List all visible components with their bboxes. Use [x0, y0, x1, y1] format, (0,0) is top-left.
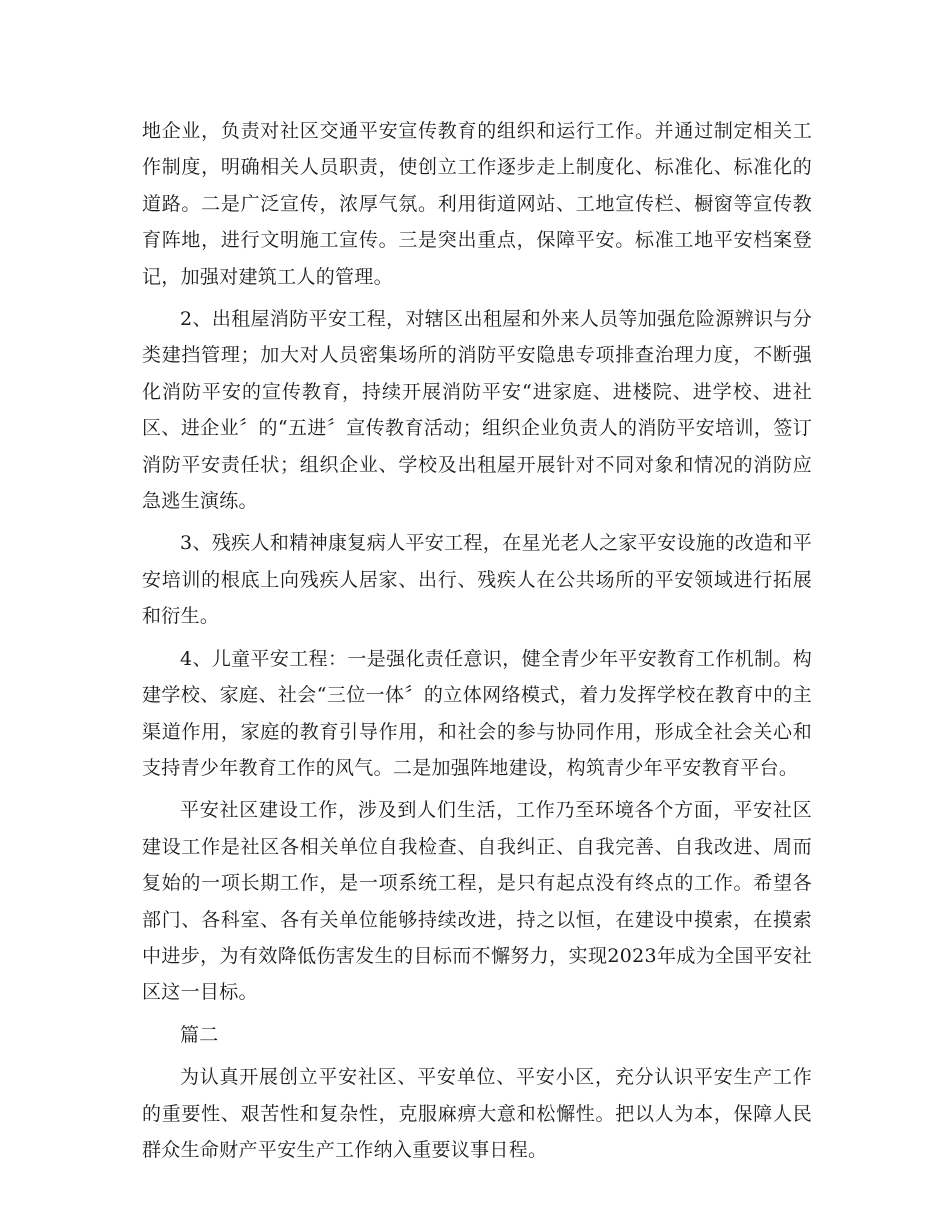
- paragraph-rental-fire-safety: 2、出租屋消防平安工程，对辖区出租屋和外来人员等加强危险源辨识与分类建挡管理；加大对人员密集场所的消防平安隐患专项排查治理力度，不断强化消防平安的宣传教育，持续开展消防平安“进家庭、进楼院、进学校、进社区、进企业〞的“五进〞宣传教育活动；组织企业负责人的消防平安培训，签订消防平安责任状；组织企业、学校及出租屋开展针对不同对象和情况的消防应急逃生演练。: [142, 308, 812, 513]
- section-heading: 篇二: [180, 1023, 219, 1046]
- paragraph-summary: 平安社区建设工作，涉及到人们生活，工作乃至环境各个方面，平安社区建设工作是社区各相关单位自我检查、自我纠正、自我完善、自我改进、周而复始的一项长期工作，是一项系统工程，是只有起点没有终点的工作。希望各部门、各科室、各有关单位能够持续改进，持之以恒，在建设中摸索，在摸索中进步，为有效降低伤害发生的目标而不懈努力，实现2023年成为全国平安社区这一目标。: [142, 799, 812, 1004]
- paragraph-section-two: 为认真开展创立平安社区、平安单位、平安小区，充分认识平安生产工作的重要性、艰苦性和复杂性，克服麻痹大意和松懈性。把以人为本，保障人民群众生命财产平安生产工作纳入重要议事日程。: [142, 1066, 812, 1161]
- paragraph-disabled-safety: 3、残疾人和精神康复病人平安工程，在星光老人之家平安设施的改造和平安培训的根底上向残疾人居家、出行、残疾人在公共场所的平安领域进行拓展和衍生。: [142, 532, 812, 628]
- document-body: [142, 113, 812, 1174]
- paragraph-child-safety: 4、儿童平安工程：一是强化责任意识，健全青少年平安教育工作机制。构建学校、家庭、社会“三位一体〞的立体网络模式，着力发挥学校在教育中的主渠道作用，家庭的教育引导作用，和社会的参与协同作用，形成全社会关心和支持青少年教育工作的风气。二是加强阵地建设，构筑青少年平安教育平台。: [142, 647, 812, 779]
- paragraph-continuation: 地企业，负责对社区交通平安宣传教育的组织和运行工作。并通过制定相关工作制度，明确相关人员职责，使创立工作逐步走上制度化、标准化、标准化的道路。二是广泛宣传，浓厚气氛。利用街道网站、工地宣传栏、橱窗等宣传教育阵地，进行文明施工宣传。三是突出重点，保障平安。标准工地平安档案登记，加强对建筑工人的管理。: [142, 120, 812, 288]
